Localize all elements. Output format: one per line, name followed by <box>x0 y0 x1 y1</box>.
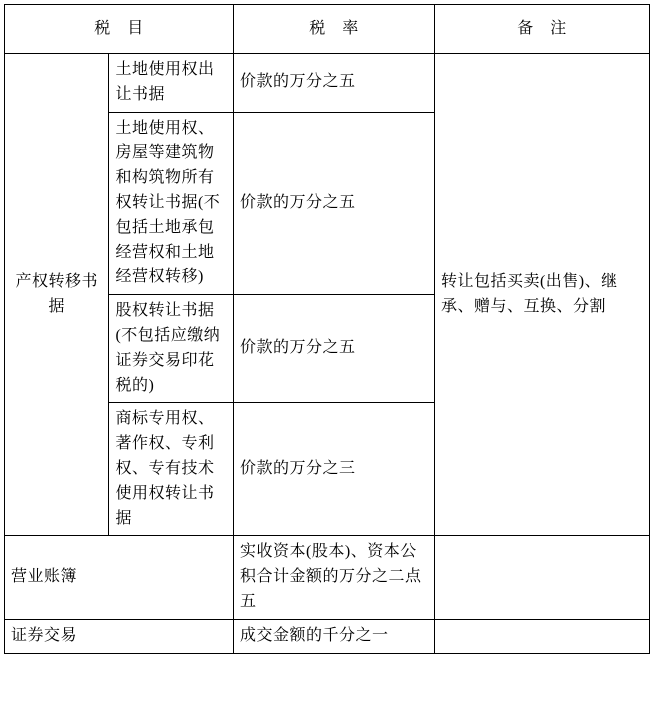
rate-securities-transaction: 成交金额的千分之一 <box>234 619 435 653</box>
rate-business-books: 实收资本(股本)、资本公积合计金额的万分之二点五 <box>234 536 435 619</box>
item-building-ownership-transfer: 土地使用权、房屋等建筑物和构筑物所有权转让书据(不包括土地承包经营权和土地经营权转移) <box>109 112 234 295</box>
rate-equity-transfer: 价款的万分之五 <box>234 295 435 403</box>
rate-land-use-right-grant: 价款的万分之五 <box>234 54 435 113</box>
category-business-books: 营业账簿 <box>5 536 234 619</box>
table-row <box>5 619 650 653</box>
item-ip-transfer: 商标专用权、著作权、专利权、专有技术使用权转让书据 <box>109 403 234 536</box>
document-page <box>0 4 650 712</box>
tax-rate-table <box>4 4 650 654</box>
table-row <box>5 54 650 113</box>
note-securities-transaction <box>434 619 649 653</box>
category-securities-transaction: 证券交易 <box>5 619 234 653</box>
table-header-row <box>5 5 650 54</box>
header-remark: 备 注 <box>434 5 649 54</box>
header-tax-item: 税 目 <box>5 5 234 54</box>
item-equity-transfer: 股权转让书据(不包括应缴纳证券交易印花税的) <box>109 295 234 403</box>
rate-ip-transfer: 价款的万分之三 <box>234 403 435 536</box>
rate-building-ownership-transfer: 价款的万分之五 <box>234 112 435 295</box>
item-land-use-right-grant: 土地使用权出让书据 <box>109 54 234 113</box>
category-property-transfer: 产权转移书据 <box>5 54 109 536</box>
header-tax-rate: 税 率 <box>234 5 435 54</box>
table-row <box>5 536 650 619</box>
note-property-transfer: 转让包括买卖(出售)、继承、赠与、互换、分割 <box>434 54 649 536</box>
note-business-books <box>434 536 649 619</box>
